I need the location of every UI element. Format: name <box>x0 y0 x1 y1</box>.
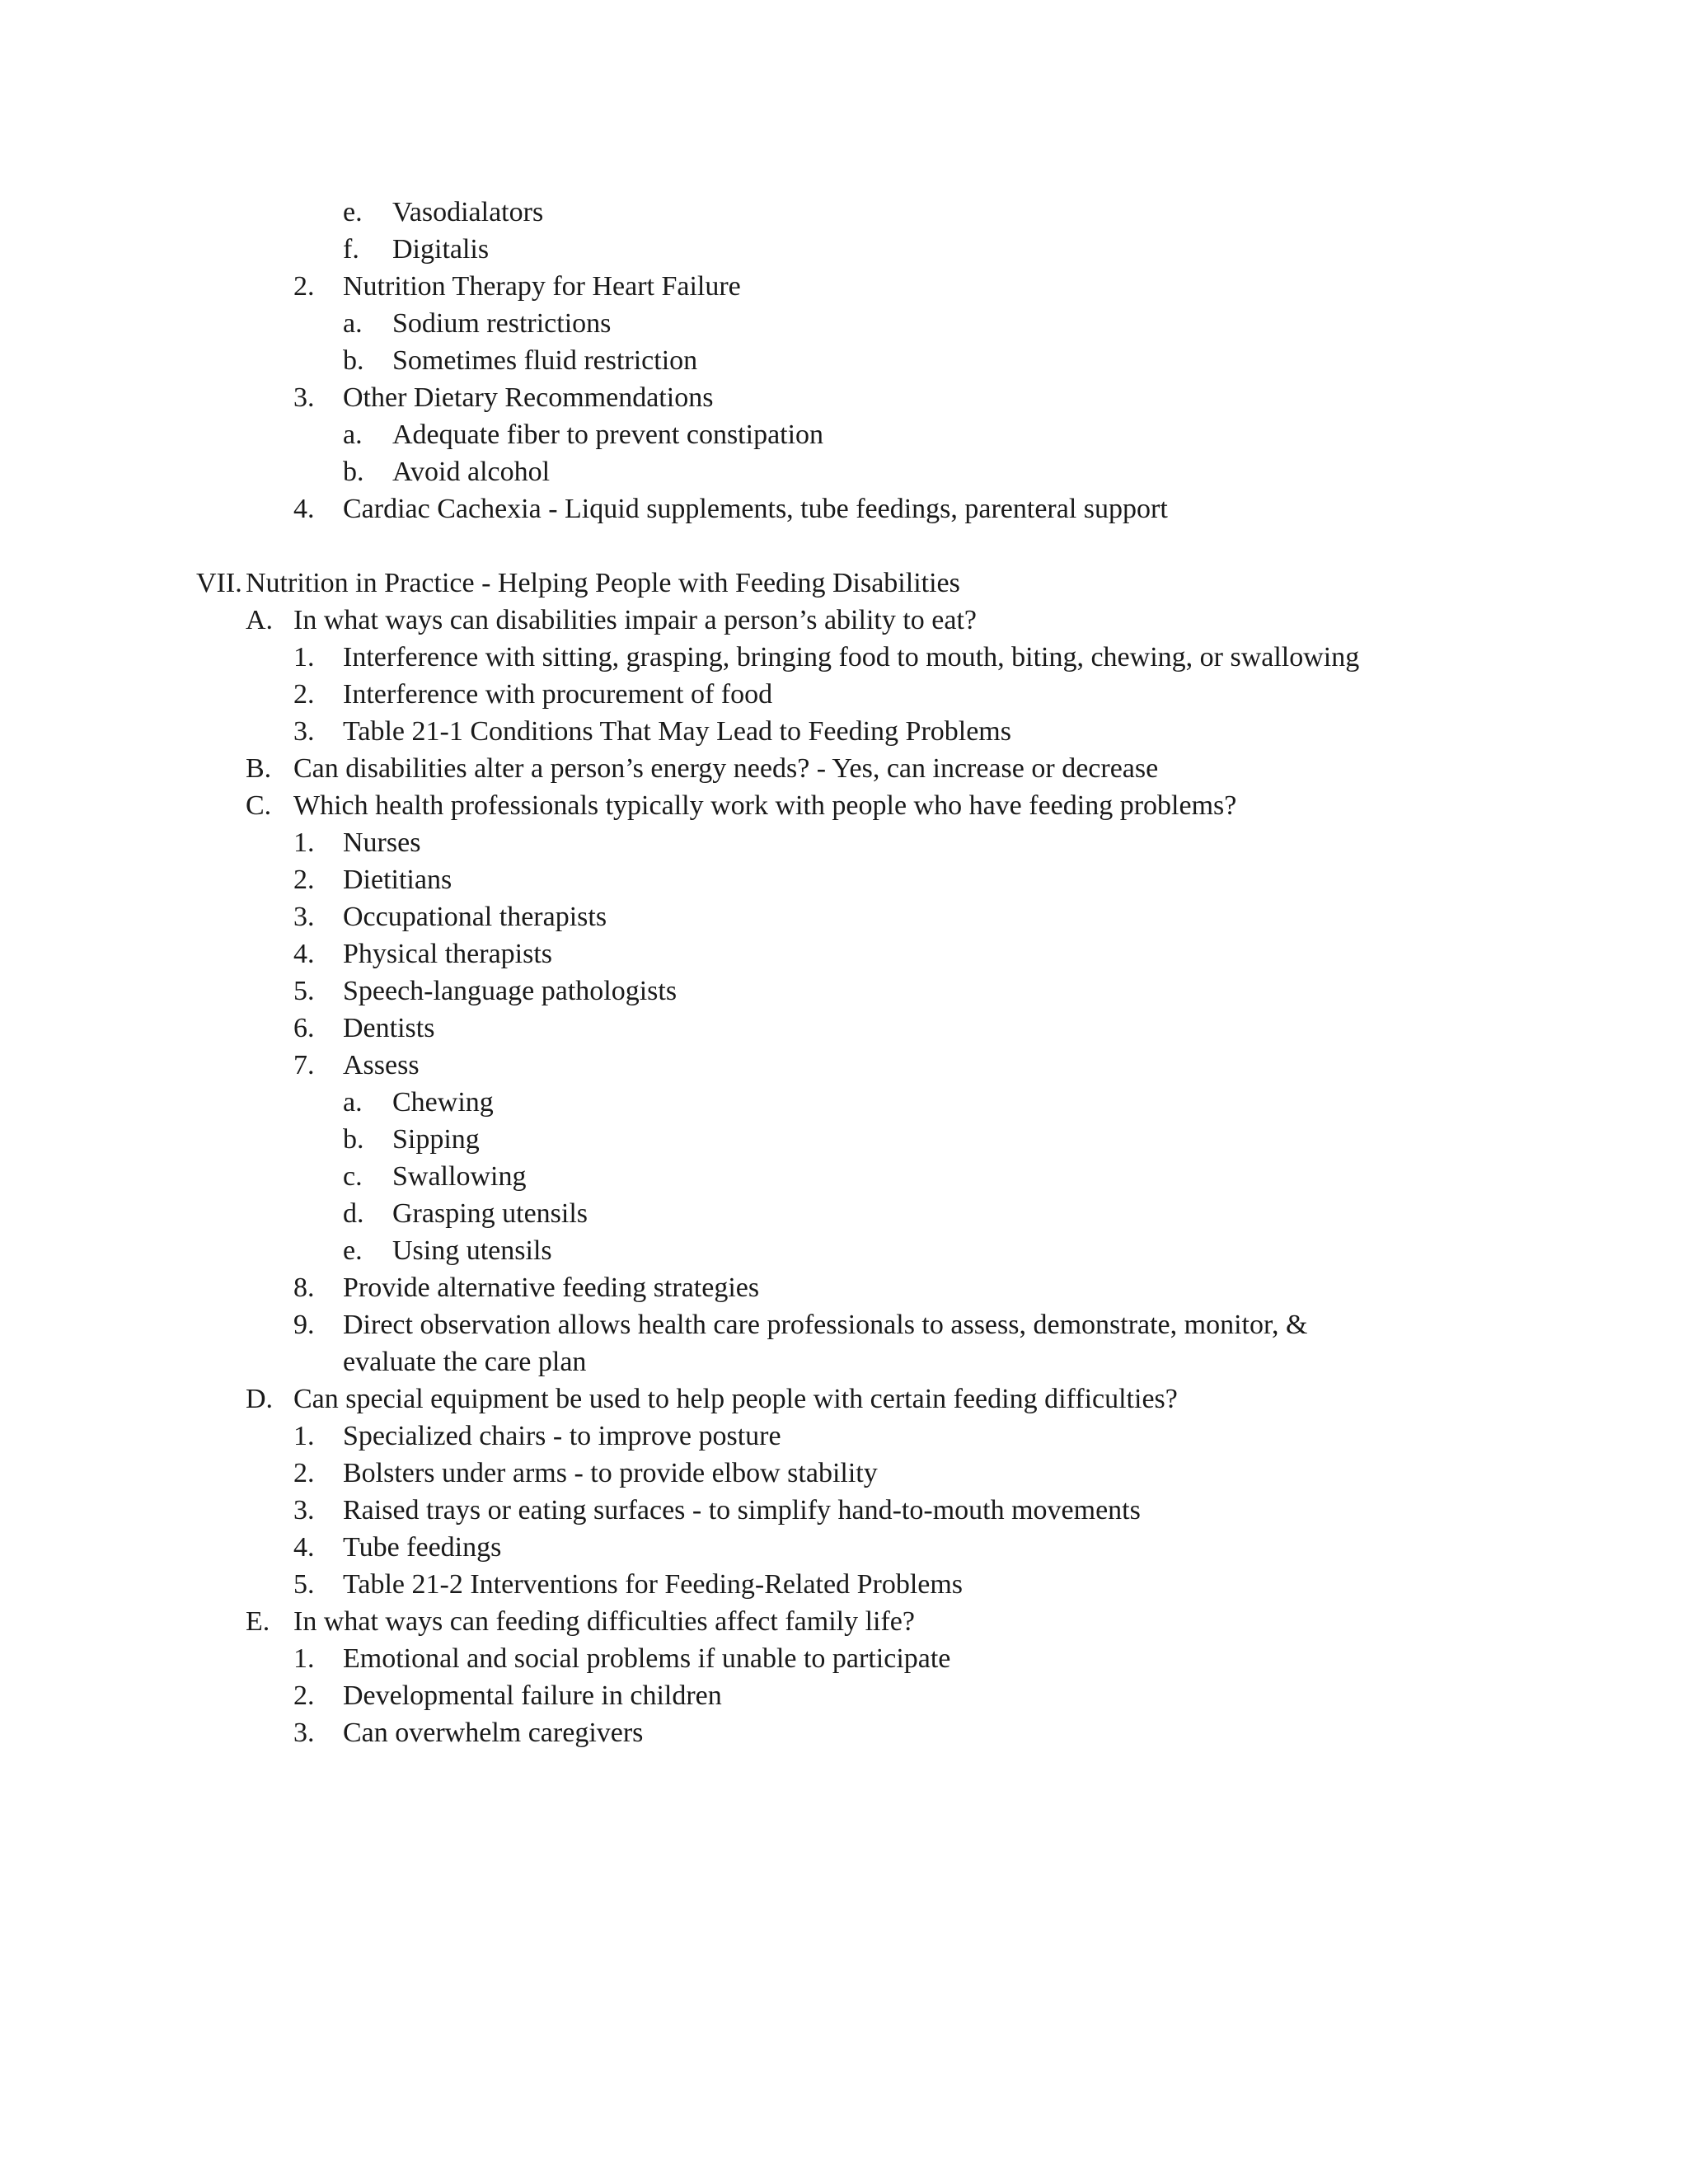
list-item-text: Can disabilities alter a person’s energy needs? - Yes, can increase or decrease <box>293 753 1159 784</box>
list-marker: f. <box>343 234 359 265</box>
list-item-text: Bolsters under arms - to provide elbow stability <box>343 1458 878 1488</box>
list-marker: 4. <box>293 939 315 969</box>
list-marker: b. <box>343 457 364 487</box>
list-item-text: Occupational therapists <box>343 902 607 932</box>
list-item-text: Adequate fiber to prevent constipation <box>392 419 824 450</box>
list-item-text: Interference with sitting, grasping, bringing food to mouth, biting, chewing, or swallowing <box>343 642 1360 673</box>
list-item-text: Speech-language pathologists <box>343 976 678 1006</box>
list-marker: a. <box>343 1087 363 1118</box>
list-item-text: Swallowing <box>392 1161 527 1192</box>
list-marker: 5. <box>293 1569 315 1600</box>
list-item-text: Assess <box>343 1050 420 1080</box>
list-item-text: Emotional and social problems if unable to participate <box>343 1643 951 1674</box>
list-marker: 8. <box>293 1272 315 1303</box>
list-item-text: Table 21-1 Conditions That May Lead to Feeding Problems <box>343 716 1011 747</box>
list-item-text: Physical therapists <box>343 939 553 969</box>
list-marker: 3. <box>293 902 315 932</box>
list-item-text: In what ways can disabilities impair a person’s ability to eat? <box>293 605 977 635</box>
list-item-text: Which health professionals typically work with people who have feeding problems? <box>293 790 1237 821</box>
list-item-text: Tube feedings <box>343 1532 502 1563</box>
list-item-text: Developmental failure in children <box>343 1680 722 1711</box>
list-item-text: Sipping <box>392 1124 480 1155</box>
list-item-text: Sometimes fluid restriction <box>392 345 698 376</box>
list-item-text: Vasodialators <box>392 197 544 227</box>
list-item-text: Provide alternative feeding strategies <box>343 1272 760 1303</box>
list-item-text: Direct observation allows health care professionals to assess, demonstrate, monitor, & <box>343 1310 1308 1340</box>
list-item-text: Nurses <box>343 827 421 858</box>
list-item-text: In what ways can feeding difficulties affect family life? <box>293 1606 915 1637</box>
list-marker: 1. <box>293 1421 315 1451</box>
list-item-text: Sodium restrictions <box>392 308 612 339</box>
list-item-text: Can overwhelm caregivers <box>343 1718 644 1748</box>
list-marker: E. <box>246 1606 270 1637</box>
list-item-text: Interference with procurement of food <box>343 679 773 710</box>
list-marker: A. <box>246 605 274 635</box>
list-marker: 2. <box>293 865 315 895</box>
list-marker: c. <box>343 1161 363 1192</box>
list-marker: 3. <box>293 1718 315 1748</box>
list-marker: a. <box>343 308 363 339</box>
list-marker: 9. <box>293 1310 315 1340</box>
list-item-text: Cardiac Cachexia - Liquid supplements, tube feedings, parenteral support <box>343 494 1168 524</box>
list-item-text: evaluate the care plan <box>343 1347 587 1377</box>
list-marker: 4. <box>293 1532 315 1563</box>
list-marker: 4. <box>293 494 315 524</box>
list-item-text: Table 21-2 Interventions for Feeding-Related Problems <box>343 1569 964 1600</box>
list-item-text: Can special equipment be used to help people with certain feeding difficulties? <box>293 1384 1178 1414</box>
list-marker: 5. <box>293 976 315 1006</box>
list-item-text: Dietitians <box>343 865 452 895</box>
section-marker: VII. <box>196 568 242 598</box>
list-marker: 2. <box>293 1458 315 1488</box>
list-item-text: Digitalis <box>392 234 490 265</box>
list-marker: 3. <box>293 1495 315 1526</box>
list-marker: 1. <box>293 642 315 673</box>
list-item-text: Grasping utensils <box>392 1198 588 1229</box>
list-marker: 3. <box>293 382 315 413</box>
list-item-text: Nutrition Therapy for Heart Failure <box>343 271 741 302</box>
list-marker: 3. <box>293 716 315 747</box>
list-marker: 6. <box>293 1013 315 1043</box>
list-marker: C. <box>246 790 272 821</box>
list-item-text: Raised trays or eating surfaces - to simplify hand-to-mouth movements <box>343 1495 1141 1526</box>
list-marker: e. <box>343 1235 363 1266</box>
list-marker: e. <box>343 197 363 227</box>
list-marker: b. <box>343 1124 364 1155</box>
section-title: Nutrition in Practice - Helping People with Feeding Disabilities <box>246 568 960 598</box>
list-marker: 2. <box>293 271 315 302</box>
list-item-text: Avoid alcohol <box>392 457 551 487</box>
list-item-text: Dentists <box>343 1013 435 1043</box>
list-item-text: Other Dietary Recommendations <box>343 382 714 413</box>
list-marker: D. <box>246 1384 274 1414</box>
list-marker: 7. <box>293 1050 315 1080</box>
list-marker: 1. <box>293 827 315 858</box>
list-item-text: Chewing <box>392 1087 494 1118</box>
list-marker: 2. <box>293 1680 315 1711</box>
list-item-text: Specialized chairs - to improve posture <box>343 1421 781 1451</box>
list-marker: a. <box>343 419 363 450</box>
list-item-text: Using utensils <box>392 1235 552 1266</box>
list-marker: 1. <box>293 1643 315 1674</box>
list-marker: b. <box>343 345 364 376</box>
list-marker: 2. <box>293 679 315 710</box>
list-marker: d. <box>343 1198 364 1229</box>
list-marker: B. <box>246 753 272 784</box>
